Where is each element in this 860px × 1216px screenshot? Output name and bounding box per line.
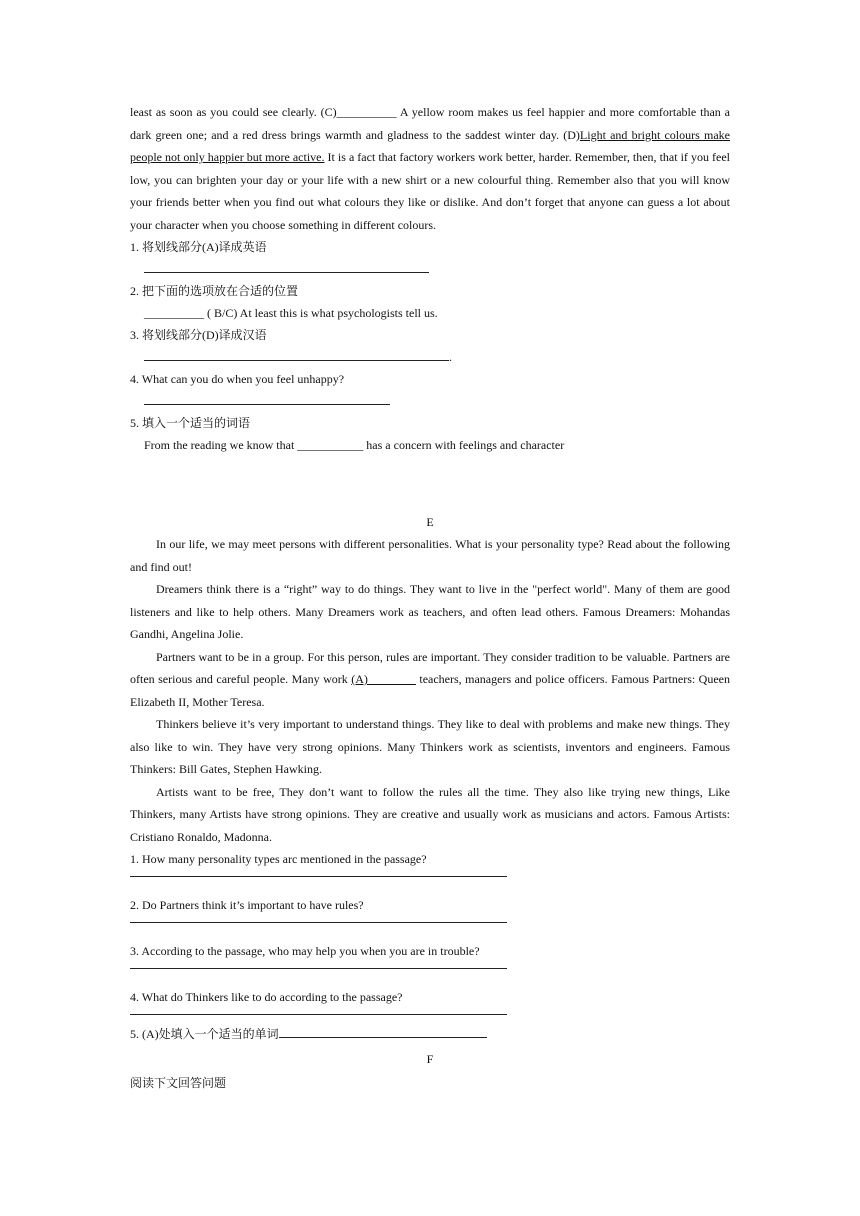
section-e-dreamers: Dreamers think there is a “right” way to do things. They want to live in the "perfect world". Many of them are good listeners and like to help others. Many Dreamers work as teachers, and often lead others. Famous Dreamers: Mohandas Gandhi, Angelina Jolie. bbox=[130, 582, 730, 641]
section-f-instruction: 阅读下文回答问题 bbox=[130, 1076, 227, 1090]
question-d3: 3. 将划线部分(D)译成汉语 bbox=[130, 328, 267, 342]
question-d4: 4. What can you do when you feel unhappy? bbox=[130, 372, 345, 386]
passage-d-part1: least as soon as you could see clearly. (C)__________ A yellow room makes us feel happier and more comfortable than a dark green one; and a red dress brings warmth and gladness to the saddest winter day. (D) bbox=[130, 105, 730, 142]
answer-line-d3[interactable] bbox=[130, 345, 730, 369]
question-e4: 4. What do Thinkers like to do according to the passage? bbox=[130, 990, 403, 1004]
question-e3: 3. According to the passage, who may help you when you are in trouble? bbox=[130, 944, 480, 958]
answer-line-e3[interactable] bbox=[130, 962, 507, 969]
question-e5-text: 5. (A)处填入一个适当的单词 bbox=[130, 1027, 279, 1041]
answer-line-e4[interactable] bbox=[130, 1008, 507, 1015]
document-page bbox=[130, 101, 730, 1095]
section-e-partners bbox=[130, 646, 730, 714]
passage-d-part2: It is a fact that factory workers work better, harder. Remember, then, that if you feel low, you can brighten your day or your life with a new shirt or a new colourful thing. Remember also that you will know your friends better when you find out what colours they like or dislike. And don’t forget that anyone can guess a lot about your character when you choose something in different colours. bbox=[130, 150, 730, 232]
section-e-intro: In our life, we may meet persons with different personalities. What is your personality type? Read about the following and find out! bbox=[130, 537, 730, 574]
section-f-heading: F bbox=[426, 1052, 434, 1066]
question-e1: 1. How many personality types arc mentioned in the passage? bbox=[130, 852, 427, 866]
passage-d-text bbox=[130, 101, 730, 236]
passage-d-underlined: Light and bright colours make people not only happier but more active. bbox=[130, 127, 730, 164]
answer-line-e5[interactable] bbox=[279, 1027, 487, 1038]
answer-d3-period: . bbox=[449, 350, 452, 364]
question-d2: 2. 把下面的选项放在合适的位置 bbox=[130, 284, 299, 298]
section-e-thinkers: Thinkers believe it’s very important to understand things. They like to deal with problems and make new things. They also like to win. They have very strong opinions. Many Thinkers work as scientists, inventors and engineers. Famous Thinkers: Bill Gates, Stephen Hawking. bbox=[130, 717, 730, 776]
answer-line-d4[interactable] bbox=[130, 389, 730, 413]
answer-d5: From the reading we know that ___________ has a concern with feelings and character bbox=[144, 438, 565, 452]
question-d5: 5. 填入一个适当的词语 bbox=[130, 416, 251, 430]
answer-line-e2[interactable] bbox=[130, 916, 507, 923]
section-e-heading: E bbox=[426, 515, 434, 529]
questions-e bbox=[130, 848, 730, 1045]
questions-d bbox=[130, 237, 730, 457]
partners-text-before: Partners want to be in a group. For this person, rules are important. They consider tradition to be valuable. Partners are often serious and careful people. Many work bbox=[130, 649, 730, 686]
partners-blank-a: (A)________ bbox=[351, 672, 416, 686]
answer-line-e1[interactable] bbox=[130, 870, 507, 877]
partners-text-after: teachers, managers and police officers. Famous Partners: Queen Elizabeth II, Mother Teresa. bbox=[130, 672, 730, 709]
answer-d2: __________ ( B/C) At least this is what psychologists tell us. bbox=[144, 306, 438, 320]
answer-line-d1[interactable] bbox=[130, 257, 730, 281]
question-d1: 1. 将划线部分(A)译成英语 bbox=[130, 240, 267, 254]
question-e2: 2. Do Partners think it’s important to have rules? bbox=[130, 898, 364, 912]
question-e5 bbox=[130, 1023, 730, 1045]
section-e-artists: Artists want to be free, They don’t want to follow the rules all the time. They also like trying new things, Like Thinkers, many Artists have strong opinions. They are creative and usually work as musicians and actors. Famous Artists: Cristiano Ronaldo, Madonna. bbox=[130, 784, 730, 844]
